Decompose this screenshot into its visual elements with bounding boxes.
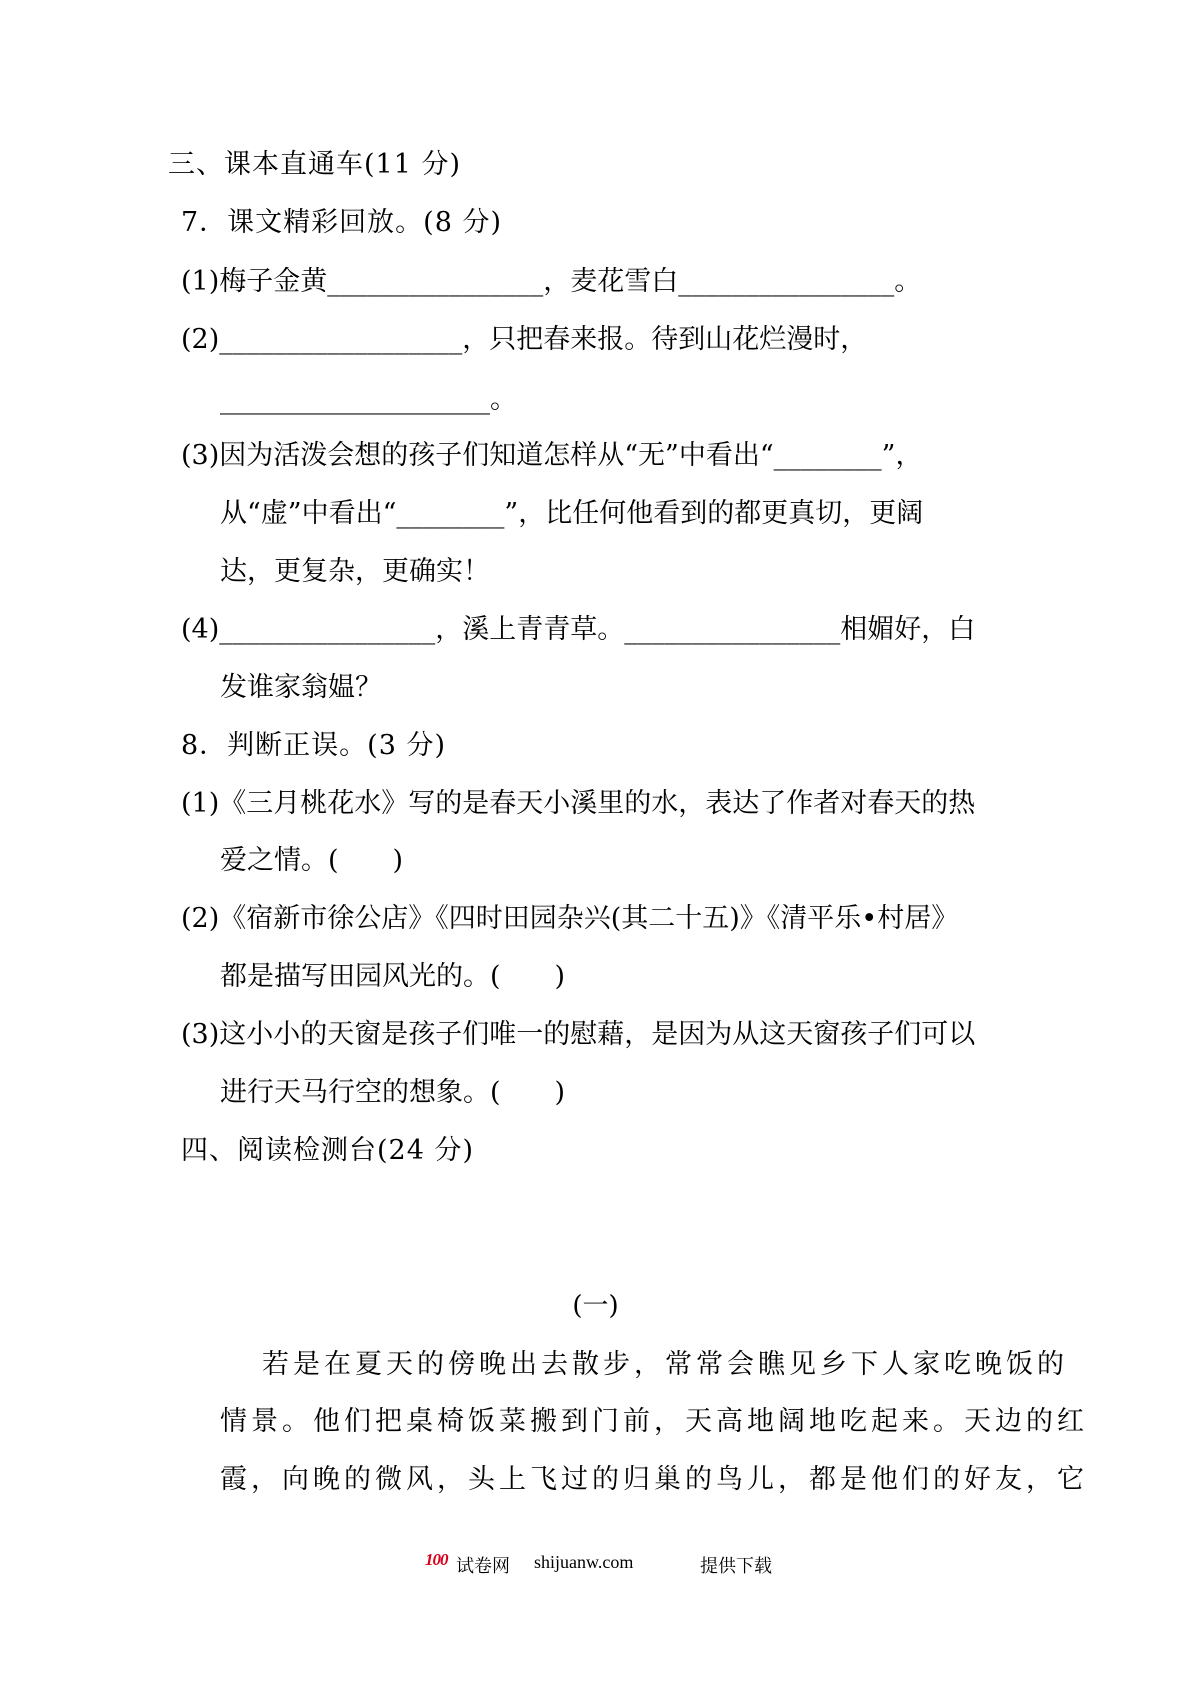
question-7-line-3: ____________________。 bbox=[220, 384, 517, 415]
question-7-line-6: 达，更复杂，更确实！ bbox=[220, 556, 490, 587]
passage-line-1: 若是在夏天的傍晚出去散步，常常会瞧见乡下人家吃晚饭的 bbox=[262, 1349, 1068, 1380]
section-three-heading: 三、课本直通车(11 分) bbox=[168, 149, 462, 180]
question-8-line-6: 进行天马行空的想象。( ) bbox=[220, 1077, 566, 1108]
question-8-line-1: (1)《三月桃花水》写的是春天小溪里的水，表达了作者对春天的热 bbox=[181, 788, 976, 819]
question-7-line-1: (1)梅子金黄________________，麦花雪白________________。 bbox=[181, 266, 922, 297]
question-8-line-4: 都是描写田园风光的。( ) bbox=[220, 961, 566, 992]
question-8-title: 8．判断正误。(3 分) bbox=[181, 730, 447, 761]
site-domain[interactable]: shijuanw.com bbox=[534, 1552, 634, 1572]
question-8-line-3: (2)《宿新市徐公店》《四时田园杂兴(其二十五)》《清平乐•村居》 bbox=[181, 903, 959, 934]
question-7-line-7: (4)________________，溪上青青草。________________相媚好，白 bbox=[181, 614, 976, 645]
passage-line-2: 情景。他们把桌椅饭菜搬到门前，天高地阔地吃起来。天边的红 bbox=[220, 1406, 1088, 1437]
question-7-line-5: 从“虚”中看出“________”，比任何他看到的都更真切，更阔 bbox=[220, 498, 924, 529]
page-footer bbox=[0, 1550, 1191, 1580]
question-7-line-2: (2)__________________，只把春来报。待到山花烂漫时， bbox=[181, 324, 868, 355]
passage-line-3: 霞，向晚的微风，头上飞过的归巢的鸟儿，都是他们的好友，它 bbox=[220, 1464, 1088, 1495]
question-7-line-4: (3)因为活泼会想的孩子们知道怎样从“无”中看出“________”， bbox=[181, 440, 923, 471]
passage-part-title: (一) bbox=[572, 1291, 619, 1321]
site-name: 试卷网 bbox=[456, 1556, 510, 1576]
site-logo-100: 100 bbox=[425, 1550, 448, 1569]
question-8-line-2: 爱之情。( ) bbox=[220, 845, 404, 876]
section-four-heading: 四、阅读检测台(24 分) bbox=[181, 1135, 475, 1166]
download-note: 提供下载 bbox=[700, 1556, 772, 1576]
question-7-title: 7．课文精彩回放。(8 分) bbox=[181, 207, 503, 238]
question-8-line-5: (3)这小小的天窗是孩子们唯一的慰藉，是因为从这天窗孩子们可以 bbox=[181, 1019, 976, 1050]
question-7-line-8: 发谁家翁媪？ bbox=[220, 672, 382, 703]
